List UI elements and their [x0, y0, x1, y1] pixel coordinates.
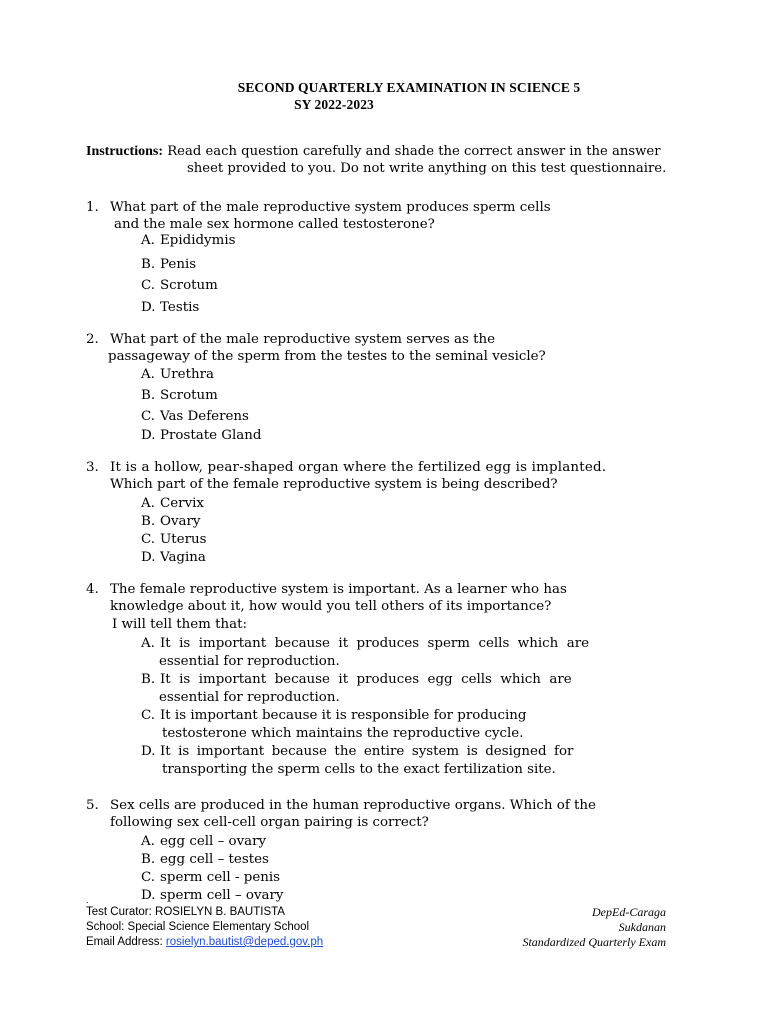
question-stem-line-1: Sex cells are produced in the human reproductive organs. Which of the [110, 798, 596, 813]
option-d[interactable] [141, 888, 284, 903]
option-d-continuation: transporting the sperm cells to the exact fertilization site. [162, 762, 556, 777]
option-letter: A. [141, 233, 155, 248]
publisher-line-3: Standardized Quarterly Exam [522, 935, 666, 949]
option-text: It is important because it produces egg cells which are [160, 672, 572, 687]
option-b[interactable] [141, 388, 218, 403]
email-line [86, 935, 323, 950]
option-text: Scrotum [160, 388, 218, 403]
option-b[interactable] [141, 514, 201, 529]
option-text: Cervix [160, 496, 204, 511]
test-curator: Test Curator: ROSIELYN B. BAUTISTA [86, 906, 285, 918]
option-letter: B. [141, 852, 156, 867]
option-text: egg cell – ovary [160, 834, 267, 849]
question-number: 4. [86, 582, 99, 597]
option-letter: D. [141, 428, 156, 443]
option-text: sperm cell – ovary [160, 888, 284, 903]
option-letter: B. [141, 672, 156, 687]
option-d[interactable] [141, 428, 261, 443]
option-text: It is important because the entire system is designed for [160, 744, 574, 759]
instructions-line-2: sheet provided to you. Do not write anything on this test questionnaire. [187, 161, 667, 176]
stray-dot: . [86, 896, 89, 905]
question-stem-line-2: following sex cell-cell organ pairing is correct? [110, 815, 429, 830]
option-text: It is important because it is responsible for producing [160, 708, 527, 723]
footer-credits [86, 905, 323, 950]
option-text: Penis [160, 257, 197, 272]
option-a-continuation: essential for reproduction. [159, 654, 340, 669]
footer-publisher [522, 905, 666, 950]
option-letter: B. [141, 514, 156, 529]
option-letter: A. [141, 636, 155, 651]
option-b-continuation: essential for reproduction. [159, 690, 340, 705]
option-letter: C. [141, 409, 156, 424]
option-letter: A. [141, 367, 155, 382]
question-stem-line-3: I will tell them that: [112, 617, 248, 632]
option-letter: D. [141, 300, 156, 315]
option-a[interactable] [141, 496, 204, 511]
option-text: Epididymis [160, 233, 236, 248]
instructions [86, 143, 696, 177]
email-label: Email Address: [86, 936, 166, 948]
option-letter: A. [141, 496, 155, 511]
question-stem-line-1: What part of the male reproductive system serves as the [110, 332, 496, 347]
option-b[interactable] [141, 257, 196, 272]
question-number: 2. [86, 332, 99, 347]
option-b[interactable] [141, 672, 572, 687]
option-text: Urethra [160, 367, 215, 382]
question-stem-line-2: knowledge about it, how would you tell others of its importance? [110, 599, 552, 614]
option-letter: D. [141, 888, 156, 903]
question-stem-line-1: What part of the male reproductive system produces sperm cells [110, 200, 551, 215]
instructions-line-1: Read each question carefully and shade the correct answer in the answer [167, 144, 661, 159]
exam-title: SECOND QUARTERLY EXAMINATION IN SCIENCE 5 [237, 80, 581, 95]
email-link[interactable]: rosielyn.bautist@deped.gov.ph [165, 936, 324, 948]
option-letter: A. [141, 834, 155, 849]
option-letter: B. [141, 257, 156, 272]
option-text: Testis [160, 300, 200, 315]
option-c[interactable] [141, 532, 207, 547]
question-number: 3. [86, 460, 99, 475]
option-text: Vas Deferens [160, 409, 249, 424]
option-d[interactable] [141, 300, 199, 315]
school-year: SY 2022-2023 [294, 97, 374, 112]
option-a[interactable] [141, 636, 589, 651]
option-letter: C. [141, 532, 156, 547]
option-text: Scrotum [160, 278, 218, 293]
publisher-line-2: Sukdanan [618, 920, 666, 934]
question-number: 1. [86, 200, 99, 215]
option-c-continuation: testosterone which maintains the reproductive cycle. [162, 726, 524, 741]
question-stem-line-1: It is a hollow, pear-shaped organ where the fertilized egg is implanted. [110, 460, 607, 475]
option-letter: C. [141, 278, 156, 293]
question-stem-line-2: and the male sex hormone called testosterone? [114, 217, 435, 232]
option-a[interactable] [141, 367, 214, 382]
option-c[interactable] [141, 409, 249, 424]
option-c[interactable] [141, 708, 527, 723]
option-letter: D. [141, 550, 156, 565]
option-text: Prostate Gland [160, 428, 262, 443]
option-b[interactable] [141, 852, 269, 867]
option-c[interactable] [141, 870, 280, 885]
option-letter: B. [141, 388, 156, 403]
publisher-line-1: DepEd-Caraga [592, 905, 666, 919]
option-d[interactable] [141, 744, 573, 759]
option-letter: C. [141, 708, 156, 723]
option-text: Vagina [160, 550, 206, 565]
option-a[interactable] [141, 834, 266, 849]
option-letter: C. [141, 870, 156, 885]
option-a[interactable] [141, 233, 235, 248]
question-stem-line-1: The female reproductive system is important. As a learner who has [110, 582, 567, 597]
question-stem-line-2: passageway of the sperm from the testes to the seminal vesicle? [108, 349, 546, 364]
question-number: 5. [86, 798, 99, 813]
option-text: sperm cell - penis [160, 870, 281, 885]
option-d[interactable] [141, 550, 206, 565]
option-text: egg cell – testes [160, 852, 269, 867]
instructions-label: Instructions: [86, 144, 164, 159]
option-text: It is important because it produces sperm cells which are [160, 636, 590, 651]
option-letter: D. [141, 744, 156, 759]
option-c[interactable] [141, 278, 218, 293]
option-text: Ovary [160, 514, 201, 529]
question-stem-line-2: Which part of the female reproductive system is being described? [110, 477, 558, 492]
school-name: School: Special Science Elementary School [86, 921, 310, 933]
option-text: Uterus [160, 532, 207, 547]
